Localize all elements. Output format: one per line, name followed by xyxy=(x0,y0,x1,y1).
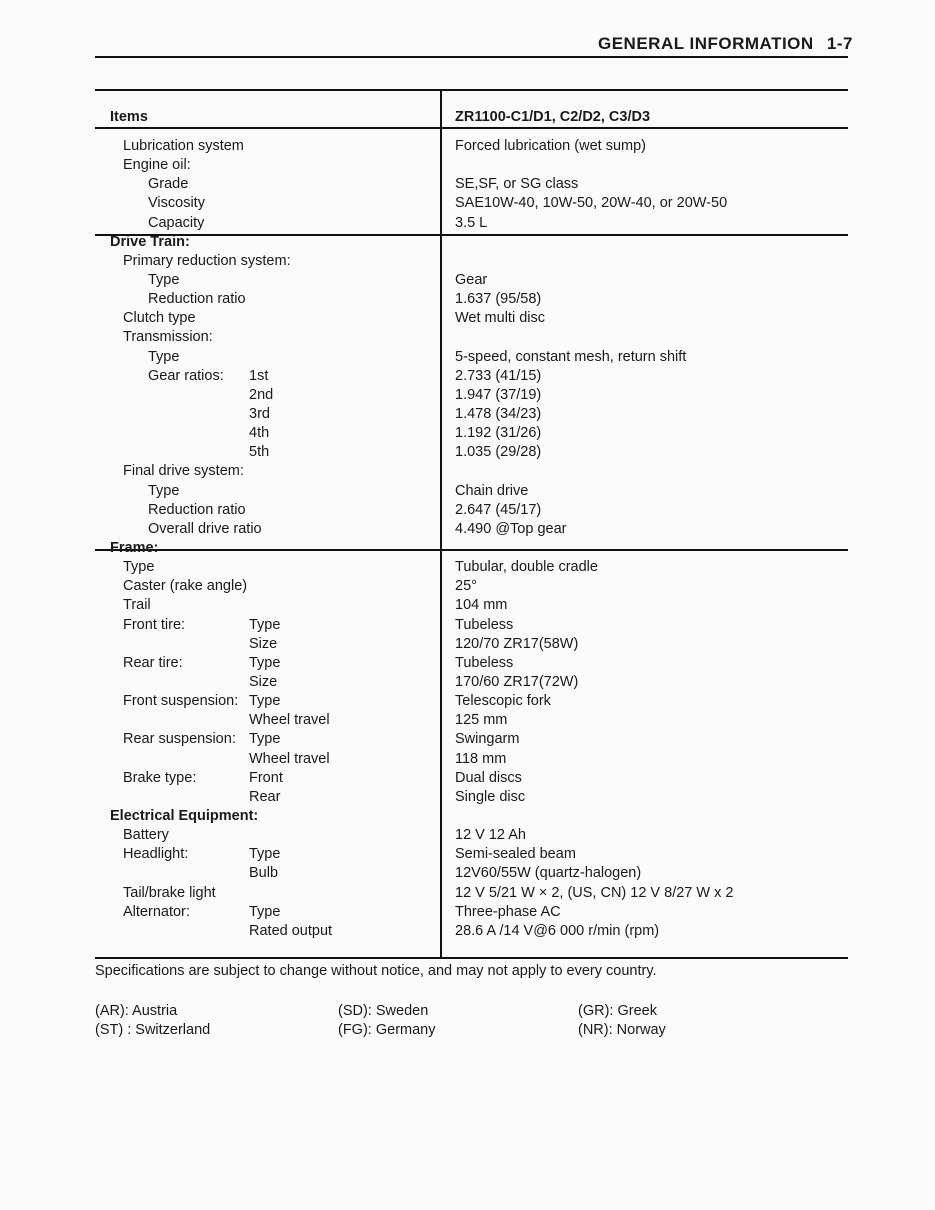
table-row xyxy=(0,845,935,864)
item-value: 4.490 @Top gear xyxy=(455,520,567,537)
item-detail: 3rd xyxy=(249,406,270,422)
item-value: SE,SF, or SG class xyxy=(455,176,579,193)
header-rule xyxy=(95,56,848,58)
item-value: Chain drive xyxy=(455,482,529,499)
item-value: Single disc xyxy=(455,788,526,805)
item-value: Semi-sealed beam xyxy=(455,846,576,863)
country-code: (FG): Germany xyxy=(338,1022,436,1038)
item-label: Rear suspension: xyxy=(123,731,236,748)
item-label: Front suspension: xyxy=(123,693,239,710)
table-row xyxy=(0,826,935,845)
item-label: Trail xyxy=(123,597,151,614)
section-row xyxy=(0,539,935,558)
item-detail: Rated output xyxy=(249,922,333,939)
table-row xyxy=(0,750,935,769)
item-value: Tubular, double cradle xyxy=(455,559,598,576)
table-head-rule xyxy=(95,127,848,129)
item-detail: Type xyxy=(249,693,281,710)
item-label: Primary reduction system: xyxy=(123,252,291,269)
table-row xyxy=(0,137,935,156)
col-model-header: ZR1100-C1/D1, C2/D2, C3/D3 xyxy=(455,109,651,125)
item-label: Final drive system: xyxy=(123,463,244,480)
col-items-header: Items xyxy=(110,109,148,125)
table-row xyxy=(0,156,935,175)
item-label: Engine oil: xyxy=(123,157,191,174)
item-sublabel: Gear ratios: xyxy=(148,367,224,384)
table-row xyxy=(0,309,935,328)
table-row xyxy=(0,903,935,922)
table-row xyxy=(0,730,935,749)
item-detail: Type xyxy=(249,903,281,920)
table-row xyxy=(0,788,935,807)
item-label: Lubrication system xyxy=(123,138,244,154)
section-row xyxy=(0,807,935,826)
item-value: Three-phase AC xyxy=(455,903,561,920)
page-number: 1-7 xyxy=(826,34,853,53)
item-sublabel: Grade xyxy=(148,176,189,193)
item-sublabel: Viscosity xyxy=(148,195,205,212)
table-row xyxy=(0,692,935,711)
item-label: Rear tire: xyxy=(123,654,183,671)
item-value: 28.6 A /14 V@6 000 r/min (rpm) xyxy=(455,922,660,939)
table-row xyxy=(0,482,935,501)
table-row xyxy=(0,328,935,347)
table-row xyxy=(0,290,935,309)
country-code: (AR): Austria xyxy=(95,1003,178,1019)
item-detail: Wheel travel xyxy=(249,712,330,729)
table-row xyxy=(0,462,935,481)
table-row xyxy=(0,252,935,271)
item-value: 2.733 (41/15) xyxy=(455,367,542,384)
table-row xyxy=(0,711,935,730)
table-row xyxy=(0,348,935,367)
item-label: Alternator: xyxy=(123,903,190,920)
item-value: 1.478 (34/23) xyxy=(455,406,542,422)
item-value: 125 mm xyxy=(455,712,508,729)
item-value: 170/60 ZR17(72W) xyxy=(455,673,579,690)
item-value: 104 mm xyxy=(455,597,508,614)
item-label: Battery xyxy=(123,827,169,843)
section-row xyxy=(0,233,935,252)
table-head-row xyxy=(0,108,935,127)
item-detail: Type xyxy=(249,731,281,748)
item-label: Transmission: xyxy=(123,329,213,346)
item-value: Wet multi disc xyxy=(455,310,545,327)
item-value: 12 V 5/21 W × 2, (US, CN) 12 V 8/27 W x 2 xyxy=(455,884,734,901)
item-detail: Size xyxy=(249,673,278,690)
table-row xyxy=(0,501,935,520)
table-row xyxy=(0,596,935,615)
item-label: Type xyxy=(123,559,155,576)
table-row xyxy=(0,424,935,443)
item-sublabel: Reduction ratio xyxy=(148,501,246,518)
country-code: (SD): Sweden xyxy=(338,1003,429,1019)
item-value: 120/70 ZR17(58W) xyxy=(455,635,579,652)
item-value: 3.5 L xyxy=(455,214,488,231)
table-row xyxy=(0,386,935,405)
table-top-rule xyxy=(95,89,848,91)
table-row xyxy=(0,673,935,692)
item-value: SAE10W-40, 10W-50, 20W-40, or 20W-50 xyxy=(455,195,728,212)
item-value: 12 V 12 Ah xyxy=(455,827,526,843)
item-value: 118 mm xyxy=(455,750,507,767)
item-value: Tubeless xyxy=(455,654,514,671)
table-row xyxy=(0,520,935,539)
country-code: (ST) : Switzerland xyxy=(95,1022,211,1038)
item-value: Telescopic fork xyxy=(455,693,551,710)
item-value: 2.647 (45/17) xyxy=(455,501,542,518)
table-row xyxy=(0,922,935,941)
table-row xyxy=(0,271,935,290)
table-row xyxy=(0,214,935,233)
section-heading: Drive Train: xyxy=(110,233,190,250)
item-detail: Size xyxy=(249,635,278,652)
item-detail: 1st xyxy=(249,367,269,384)
item-value: Gear xyxy=(455,272,488,288)
item-detail: Front xyxy=(249,769,283,786)
country-code: (NR): Norway xyxy=(578,1022,666,1038)
table-row xyxy=(0,635,935,654)
item-detail: Type xyxy=(249,616,281,633)
item-sublabel: Type xyxy=(148,482,180,499)
item-value: 5-speed, constant mesh, return shift xyxy=(455,348,687,365)
table-row xyxy=(0,175,935,194)
item-sublabel: Capacity xyxy=(148,214,205,231)
item-value: 1.947 (37/19) xyxy=(455,386,542,403)
country-code: (GR): Greek xyxy=(578,1003,657,1019)
item-sublabel: Type xyxy=(148,272,180,288)
item-value: 1.192 (31/26) xyxy=(455,425,542,442)
item-label: Clutch type xyxy=(123,310,196,327)
item-sublabel: Overall drive ratio xyxy=(148,520,262,537)
item-sublabel: Reduction ratio xyxy=(148,291,246,308)
item-value: 1.035 (29/28) xyxy=(455,444,542,461)
table-row xyxy=(0,405,935,424)
item-value: 25° xyxy=(455,578,477,595)
section-heading: Electrical Equipment: xyxy=(110,807,259,824)
table-bottom-rule xyxy=(95,957,848,959)
section-heading: Frame: xyxy=(110,539,159,556)
item-label: Front tire: xyxy=(123,616,186,633)
item-value: Swingarm xyxy=(455,731,520,748)
item-detail: 5th xyxy=(249,444,270,461)
item-value: 12V60/55W (quartz-halogen) xyxy=(455,865,642,882)
item-sublabel: Type xyxy=(148,348,180,365)
item-value: Dual discs xyxy=(455,769,522,786)
table-row xyxy=(0,884,935,903)
table-row xyxy=(0,616,935,635)
item-label: Brake type: xyxy=(123,769,197,786)
table-row xyxy=(0,769,935,788)
item-value: Forced lubrication (wet sump) xyxy=(455,138,646,154)
item-detail: Bulb xyxy=(249,865,279,882)
table-row xyxy=(0,194,935,213)
item-label: Headlight: xyxy=(123,846,189,863)
table-row xyxy=(0,443,935,462)
item-label: Caster (rake angle) xyxy=(123,578,248,595)
spec-note: Specifications are subject to change without notice, and may not apply to every country. xyxy=(95,963,657,979)
item-label: Tail/brake light xyxy=(123,884,216,901)
item-detail: Type xyxy=(249,654,281,671)
table-row xyxy=(0,654,935,673)
item-detail: Wheel travel xyxy=(249,750,330,767)
page-header xyxy=(598,34,853,54)
table-row xyxy=(0,577,935,596)
item-detail: Rear xyxy=(249,788,281,805)
table-row xyxy=(0,864,935,883)
item-value: Tubeless xyxy=(455,616,514,633)
header-title: GENERAL INFORMATION xyxy=(597,34,814,53)
item-detail: 2nd xyxy=(249,386,274,403)
table-row xyxy=(0,367,935,386)
item-value: 1.637 (95/58) xyxy=(455,291,542,308)
item-detail: 4th xyxy=(249,425,270,442)
table-row xyxy=(0,558,935,577)
item-detail: Type xyxy=(249,846,281,863)
